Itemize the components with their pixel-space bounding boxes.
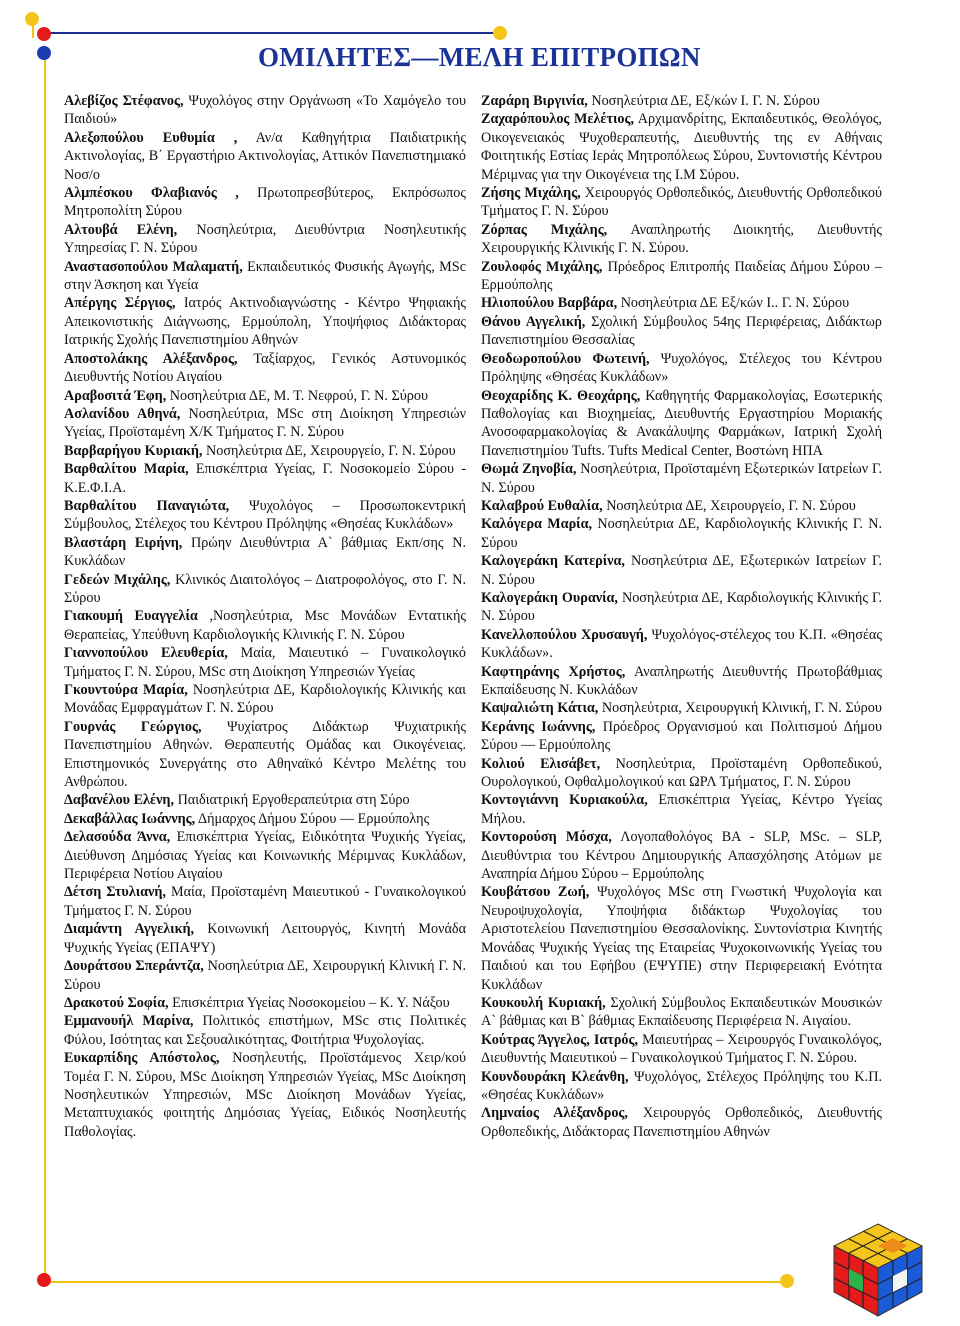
speaker-name: Κουνδουράκη Κλεάνθη, [481,1068,629,1085]
speaker-entry [481,497,882,515]
speaker-name: Δελασούδα Άννα, [64,829,171,846]
speaker-description: Πρωτοπρεσβύτερος, Εκπρόσωπος Μητροπολίτη Σύρου [64,185,466,220]
speaker-name: Δέτση Στυλιανή, [64,884,166,901]
page-title: ΟΜΙΛΗΤΕΣ—ΜΕΛΗ ΕΠΙΤΡΟΠΩΝ [258,42,701,72]
speaker-description: Σχολική Σύμβουλος Εκπαιδευτικών Μουσικών Α` βάθμιας και Β` βάθμιας Εκπαίδευσης Περιφέρεια Ν. Αιγαίου. [481,994,882,1030]
speaker-name: Ζαχαρόπουλος Μελέτιος, [481,111,635,128]
speaker-name: Θεοδωροπούλου Φωτεινή, [481,350,650,367]
speaker-entry [481,110,882,184]
speaker-description: Επισκέπτρια Υγείας, Γ. Νοσοκομείο Σύρου - Κ.Ε.Φ.Ι.Α. [64,461,466,496]
speaker-description: Νοσηλεύτρια ΔΕ, Εξ/κών Ι. Γ. Ν. Σύρου [587,93,820,109]
speaker-name: Αλτουβά Ελένη, [64,221,178,238]
speaker-name: Αραβοσιτά Έφη, [64,387,167,404]
speaker-entry [481,663,882,700]
speaker-entry [64,405,466,442]
speaker-name: Ευκαρπίδης Απόστολος, [64,1050,220,1067]
speaker-name: Καλογεράκη Κατερίνα, [481,553,625,570]
speaker-name: Δρακοτού Σοφία, [64,994,169,1011]
speaker-entry [481,883,882,993]
speaker-entry [481,718,882,755]
speaker-entry [64,294,466,349]
speaker-name: Αποστολάκης Αλέξανδρος, [64,350,238,367]
speaker-name: Θάνου Αγγελική, [481,313,586,330]
speaker-entry [64,1049,466,1141]
speaker-description: Νοσηλεύτρια ΔΕ, Μ. Τ. Νεφρού, Γ. Ν. Σύρου [166,387,428,404]
speaker-entry [481,626,882,663]
bottom-dot-yellow [780,1274,794,1288]
speaker-name: Απέργης Σέργιος, [64,295,176,312]
speaker-description: Παιδιατρική Εργοθεραπεύτρια στη Σύρο [174,792,410,809]
speaker-description: Εκπαιδευτικός Φυσικής Αγωγής, MSc στην Άσκηση και Υγεία [64,258,466,294]
left-column [64,92,466,1141]
speaker-entry [481,387,882,461]
speaker-name: Κεράνης Ιωάννης, [481,718,596,735]
speaker-name: Αλεξοπούλου Ευθυμία , [64,129,238,146]
speaker-description: Δήμαρχος Δήμου Σύρου — Ερμούπολης [195,810,430,827]
speaker-description: Νοσηλεύτρια ΔΕ, Χειρουργείο, Γ. Ν. Σύρου [602,497,856,514]
speaker-entry [64,791,466,809]
speaker-description: Νοσηλεύτρια ΔΕ, Χειρουργείο, Γ. Ν. Σύρου [202,442,456,459]
top-rule-blue [44,32,500,34]
speaker-entry [64,350,466,387]
speaker-entry [64,571,466,608]
speaker-entry [481,460,882,497]
speaker-entry [64,442,466,460]
speaker-entry [481,258,882,295]
speaker-entry [64,129,466,184]
speaker-name: Βλαστάρη Ειρήνη, [64,534,183,551]
speaker-description: Νοσηλεύτρια ΔΕ Εξ/κών Ι.. Γ. Ν. Σύρου [617,295,850,312]
speaker-name: Κουκουλή Κυριακή, [481,994,606,1011]
speaker-entry [64,810,466,828]
speaker-description: Μαιευτήρας – Χειρουργός Γυναικολόγος, Διευθυντής Μαιευτικού – Γυναικολογικού Τμήματος Γ. Ν. Σύρου. [481,1031,882,1067]
speaker-name: Γκουντούρα Μαρία, [64,682,188,698]
speaker-description: Πρώην Διευθύντρια Α` βάθμιας Εκπ/σης Ν. Κυκλάδων [64,534,466,570]
speaker-entry [64,644,466,681]
speaker-description: ,Νοσηλεύτρια, Msc Μονάδων Εντατικής Θεραπείας, Υπεύθυνη Καρδιολογικής Κλινικής Γ. Ν. Σύρου [64,608,467,643]
speaker-name: Αλεβίζος Στέφανος, [64,93,184,109]
right-column [481,92,882,1141]
speaker-entry [481,92,882,110]
top-dot-red [37,27,51,41]
bottom-rule-yellow [44,1281,784,1283]
speaker-entry [64,497,466,534]
speaker-name: Κούτρας Άγγελος, Ιατρός, [481,1031,639,1048]
speaker-description: Ιατρός Ακτινοδιαγνώστης - Κέντρο Ψηφιακής Απεικονιστικής Διάγνωσης, Ερμούπολη, Υποψήφιος Διδάκτορας Ιατρικής Σχολής Πανεπιστημίου Αθηνών [64,295,466,349]
speaker-description: Νοσηλεύτρια ΔΕ, Χειρουργική Κλινική Γ. Ν. Σύρου [64,958,466,993]
speaker-description: Πρόεδρος Επιτροπής Παιδείας Δήμου Σύρου – Ερμούπολης [481,258,882,294]
speaker-description: Αν/α Καθηγήτρια Παιδιατρικής Ακτινολογίας, Β΄ Εργαστήριο Ακτινολογίας, Αττικόν Πανεπιστημιακό Νοσ/ο [64,129,466,183]
speaker-name: Βαρβαρήγου Κυριακή, [64,442,203,459]
speaker-description: Αναπληρωτής Διευθυντής Πρωτοβάθμιας Εκπαίδευσης Ν. Κυκλάδων [481,663,882,698]
speaker-entry [481,1068,882,1105]
speaker-description: Νοσηλεύτρια, MSc στη Διοίκηση Υπηρεσιών Υγείας, Προϊσταμένη Χ/Κ Τμήματος Γ. Ν. Σύρου [64,405,466,441]
speaker-entry [481,221,882,258]
speaker-description: Νοσηλεύτρια, Προϊσταμένη Ορθοπεδικού, Ουρολογικού, Οφθαλμολογικού και ΩΡΛ Τμήματος, Γ. Ν. Σύρου [481,755,882,791]
speaker-entry [64,387,466,405]
rubiks-cube-icon [826,1218,930,1322]
speaker-description: Νοσηλεύτρια ΔΕ, Καρδιολογικής Κλινικής Γ. Ν. Σύρου [481,516,882,551]
speaker-entry [481,589,882,626]
speaker-name: Καψαλιώτη Κάτια, [481,700,599,717]
speaker-description: Νοσηλεύτρια ΔΕ, Καρδιολογικής Κλινικής και Μονάδας Εμφραγμάτων Γ. Ν. Σύρου [64,682,466,717]
speaker-description: Πολιτικός επιστήμων, MSc στις Πολιτικές Φύλου, Ισότητας και Σεξουαλικότητας, Φοιτήτρια Ψυχολογίας. [64,1013,466,1048]
speaker-description: Ταξίαρχος, Γενικός Αστυνομικός Διευθυντής Νοτίου Αιγαίου [64,350,466,386]
speaker-entry [481,184,882,221]
speaker-description: Μαία, Μαιευτικό – Γυναικολογικό Τμήματος Γ. Ν. Σύρου, MSc στη Διοίκηση Υπηρεσιών Υγείας [64,645,466,680]
speaker-description: Αρχιμανδρίτης, Εκπαιδευτικός, Θεολόγος, Οικογενειακός Ψυχοθεραπευτής, Διευθυντής της εν Αθήναις Φοιτητικής Εστίας Ιεράς Μητροπόλεως Σύρου, Συντονιστής Κέντρου Μέριμνας για την Οικογένεια της Ι.Μ Σύρου. [481,111,882,183]
speaker-entry [64,184,466,221]
speaker-description: Κοινωνική Λειτουργός, Κινητή Μονάδα Ψυχικής Υγείας (ΕΠΑΨΥ) [64,921,467,956]
speaker-name: Κοντογιάννη Κυριακούλα, [481,792,648,809]
speaker-entry [481,313,882,350]
speaker-name: Λημναίος Αλέξανδρος, [481,1105,628,1122]
speaker-entry [64,920,466,957]
speaker-name: Δουράτσου Σπεράντζα, [64,958,204,975]
speaker-name: Κοντορούση Μόσχα, [481,829,612,846]
speaker-description: Ψυχολόγος MSc στη Γνωστική Ψυχολογία και Νευροψυχολογία, Υποψήφια διδάκτωρ Ψυχολογίας του Αριστοτελείου Πανεπιστημίου Θεσσαλονίκης. Συντονίστρια Κινητής Μονάδας Ψυχικής Υγείας της Εταιρείας Ψυχοκοινωνικής Υγείας του Παιδιού και του Εφήβου (ΕΨΥΠΕ) στην Περιφερειακή Ενότητα Κυκλάδων [481,884,882,993]
speaker-name: Εμμανουήλ Μαρίνα, [64,1013,194,1030]
speaker-description: Πρόεδρος Οργανισμού και Πολιτισμού Δήμου Σύρου — Ερμούπολης [481,718,882,754]
speaker-description: Νοσηλευτής, Προϊστάμενος Χειρ/κού Τομέα Γ. Ν. Σύρου, MSc Διοίκηση Υπηρεσιών Υγείας, MSc Διοίκηση Νοσηλευτικών Υπηρεσιών, MSc Διοίκηση Μονάδων Υγείας, Μεταπτυχιακός φοιτητής Δημόσιας Υγείας, Ειδικός Νοσηλευτής Παθολογίας. [64,1050,466,1140]
speaker-name: Καλόγερα Μαρία, [481,516,593,533]
speaker-entry [481,350,882,387]
speaker-name: Καλαβρού Ευθαλία, [481,497,603,514]
speaker-description: Ψυχολόγος – Προσωποκεντρική Σύμβουλος, Στέλεχος του Κέντρου Πρόληψης «Θησέας Κυκλάδων» [64,497,466,533]
speaker-name: Γουρνάς Γεώργιος, [64,718,202,735]
speaker-entry [64,1012,466,1049]
speaker-entry [481,755,882,792]
speaker-description: Μαία, Προϊσταμένη Μαιευτικού - Γυναικολογικού Τμήματος Γ. Ν. Σύρου [64,884,466,919]
speaker-description: Νοσηλεύτρια ΔΕ, Εξωτερικών Ιατρείων Γ. Ν. Σύρου [481,553,882,588]
speaker-entry [64,258,466,295]
speaker-name: Ζόρπας Μιχάλης, [481,221,608,238]
speaker-name: Κουβάτσου Ζωή, [481,884,590,901]
speaker-description: Νοσηλεύτρια, Διευθύντρια Νοσηλευτικής Υπηρεσίας Γ. Ν. Σύρου [64,221,466,257]
speaker-description: Επισκέπτρια Υγείας, Κέντρο Υγείας Μήλου. [481,792,882,827]
speaker-name: Κανελλοπούλου Χρυσαυγή, [481,626,648,643]
speaker-name: Δεκαβάλλας Ιωάννης, [64,810,196,827]
speaker-entry [64,460,466,497]
speaker-entry [64,221,466,258]
speaker-name: Ζουλοφός Μιχάλης, [481,258,603,275]
speaker-description: Σχολική Σύμβουλος 54ης Περιφέρειας, Διδάκτωρ Πανεπιστημίου Θεσσαλίας [481,313,882,349]
speaker-name: Καφτηράνης Χρήστος, [481,663,626,680]
speaker-entry [64,828,466,883]
speaker-name: Δαβανέλου Ελένη, [64,792,175,809]
speaker-description: Ψυχολόγος, Στέλεχος Πρόληψης του Κ.Π. «Θησέας Κυκλάδων» [481,1068,882,1103]
speaker-name: Βαρθαλίτου Μαρία, [64,461,189,478]
speaker-entry [481,828,882,883]
speaker-name: Αναστασοπούλου Μαλαματή, [64,258,243,275]
speaker-name: Βαρθαλίτου Παναγιώτα, [64,497,230,514]
left-rule-yellow-long [44,54,46,1279]
speaker-name: Διαμάντη Αγγελική, [64,921,195,938]
speaker-description: Αναπληρωτής Διοικητής, Διευθυντής Χειρουργικής Κλινικής Γ. Ν. Σύρου. [481,221,882,257]
speaker-description: Νοσηλεύτρια ΔΕ, Καρδιολογικής Κλινικής Γ. Ν. Σύρου [481,589,882,625]
speaker-name: Θεοχαρίδης Κ. Θεοχάρης, [481,387,641,404]
speaker-entry [64,92,466,129]
speaker-description: Ψυχολόγος-στέλεχος του Κ.Π. «Θησέας Κυκλάδων». [481,626,882,662]
speaker-entry [481,699,882,717]
speaker-name: Ζαράρη Βιργινία, [481,93,588,109]
speaker-description: Επισκέπτρια Υγείας Νοσοκομείου – Κ. Υ. Νάξου [168,994,450,1011]
corner-dot-yellow [25,12,39,26]
speaker-entry [481,515,882,552]
top-dot-yellow [493,26,507,40]
speaker-description: Κλινικός Διαιτολόγος – Διατροφολόγος, στο Γ. Ν. Σύρου [64,571,466,606]
speaker-name: Γιακουμή Ευαγγελία [64,608,198,625]
speaker-name: Γιαννοπούλου Ελευθερία, [64,645,228,662]
speaker-description: Ψυχίατρος Διδάκτωρ Ψυχιατρικής Πανεπιστημίου Αθηνών. Θεραπευτής Ομάδας και Οικογένειας. Επιστημονικός Συνεργάτης στο Αθηναϊκό Κέντρο Μελέτης του Ανθρώπου. [64,718,466,791]
bottom-dot-red [37,1273,51,1287]
speaker-description: Καθηγητής Φαρμακολογίας, Εσωτερικής Παθολογίας και Βιοχημείας, Διευθυντής Εργαστηρίου Μοριακής Ανοσοφαρμακολογίας & Ανακάλυψης Φαρμάκων, Ιατρική Σχολή Πανεπιστημίου Tufts. Tufts Medical Center, Βοστώνη ΗΠΑ [481,387,882,459]
speaker-description: Ψυχολόγος στην Οργάνωση «Το Χαμόγελο του Παιδιού» [64,93,466,128]
speaker-entry [64,534,466,571]
speaker-entry [64,957,466,994]
speaker-name: Αλμπέσκου Φλαβιανός , [64,185,239,202]
speaker-entry [481,1031,882,1068]
speaker-entry [481,1104,882,1141]
speaker-entry [481,552,882,589]
speaker-description: Χειρουργός Ορθοπεδικός, Διευθυντής Ορθοπεδικής, Διδάκτορας Πανεπιστημίου Αθηνών [481,1105,882,1140]
speaker-entry [481,791,882,828]
speaker-entry [64,718,466,792]
speaker-description: Νοσηλεύτρια, Χειρουργική Κλινική, Γ. Ν. Σύρου [598,700,882,717]
left-dot-blue [37,46,51,60]
speaker-entry [64,994,466,1012]
speaker-description: Ψυχολόγος, Στέλεχος του Κέντρου Πρόληψης «Θησέας Κυκλάδων» [481,350,882,386]
speaker-name: Ζήσης Μιχάλης, [481,185,581,202]
speaker-name: Καλογεράκη Ουρανία, [481,589,618,606]
speaker-description: Λογοπαθολόγος ΒΑ - SLP, MSc. – SLP, Διευθύντρια του Κέντρου Δημιουργικής Απασχόλησης Ατόμων με Αναπηρία Δήμου Σύρου – Ερμούπολης [481,829,882,883]
speaker-entry [64,883,466,920]
speaker-name: Γεδεών Μιχάλης, [64,571,171,588]
speaker-name: Κολιού Ελισάβετ, [481,755,601,772]
speaker-name: Ασλανίδου Αθηνά, [64,405,181,422]
speaker-entry [64,607,466,644]
speaker-description: Χειρουργός Ορθοπεδικός, Διευθυντής Ορθοπεδικού Τμήματος Γ. Ν. Σύρου [481,185,882,220]
speaker-entry [481,294,882,312]
speaker-name: Ηλιοπούλου Βαρβάρα, [481,295,618,312]
speaker-entry [481,994,882,1031]
speaker-entry [64,681,466,718]
speaker-name: Θωμά Ζηνοβία, [481,461,577,478]
speaker-description: Νοσηλεύτρια, Προϊσταμένη Εξωτερικών Ιατρείων Γ. Ν. Σύρου [481,461,882,496]
speaker-description: Επισκέπτρια Υγείας, Ειδικότητα Ψυχικής Υγείας, Διεύθυνση Δημόσιας Υγείας και Κοινωνικής Μέριμνας Κυκλάδων, Περιφέρεια Νοτίου Αιγαίου [64,829,466,883]
